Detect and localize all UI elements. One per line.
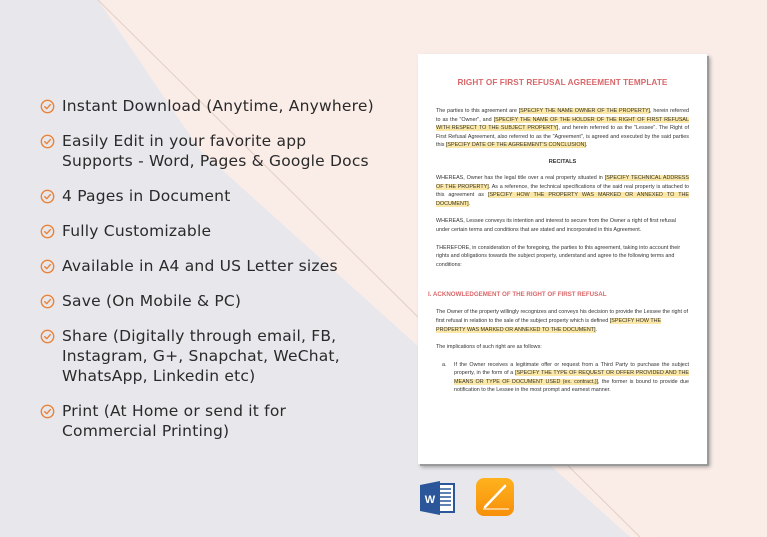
feature-text — [62, 256, 338, 276]
feature-text — [62, 401, 286, 441]
feature-text — [62, 96, 374, 116]
section-1-paragraph: The Owner of the property willingly recognizes and conveys his decision to provide the Lessee the right of first refusal in relation to the sale of the subject property which is defined [SPECIFY HOW THE PROPERTY WAS MARKED OR ANNEXED TO THE DOCUMENT]. — [436, 309, 688, 333]
feature-item — [40, 221, 380, 241]
feature-item — [40, 326, 380, 386]
whereas-paragraph-2: WHEREAS, Lessee conveys its intention and interest to secure from the Owner a right of first refusal under certain terms and conditions that are stated and incorporated in this Agreement. — [436, 218, 676, 233]
supported-apps — [418, 478, 514, 518]
check-circle-icon — [40, 329, 55, 344]
placeholder-highlight: [SPECIFY HOW THE PROPERTY WAS MARKED OR ANNEXED TO THE DOCUMENT] — [436, 192, 689, 207]
check-circle-icon — [40, 99, 55, 114]
feature-line: Supports - Word, Pages & Google Docs — [62, 152, 369, 170]
recitals-heading: RECITALS — [548, 158, 577, 165]
document-title: RIGHT OF FIRST REFUSAL AGREEMENT TEMPLATE — [457, 78, 668, 87]
word-icon — [418, 478, 458, 518]
check-circle-icon — [40, 259, 55, 274]
feature-line: Instant Download (Anytime, Anywhere) — [62, 97, 374, 115]
feature-line: Instagram, G+, Snapchat, WeChat, — [62, 347, 340, 365]
feature-item — [40, 401, 380, 441]
placeholder-highlight: [SPECIFY THE NAME OWNER OF THE PROPERTY] — [518, 108, 651, 114]
feature-line: Fully Customizable — [62, 222, 212, 240]
feature-text — [62, 221, 211, 241]
intro-paragraph: The parties to this agreement are [SPECIFY THE NAME OWNER OF THE PROPERTY], herein referred to as the "Owner", and [SPECIFY THE NAME OF THE HOLDER OF THE RIGHT OF FIRST REFUSAL WITH RESPECT TO THE SUBJECT PROPERTY], and herein referred to as the "Lessee". The Right of First Refusal Agreement, also referred to as the "Agreement", is agreed and executed by the said parties this [SPECIFY DATE OF THE AGREEMENT'S CONCLUSION]. — [436, 108, 690, 149]
feature-item — [40, 131, 380, 171]
feature-line: Print (At Home or send it for — [62, 402, 287, 420]
feature-item — [40, 186, 380, 206]
placeholder-highlight: [SPECIFY THE TYPE OF REQUEST OR OFFER PROVIDED AND THE MEANS OR TYPE OF DOCUMENT USED (ex. contract,)] — [454, 370, 689, 385]
feature-item — [40, 291, 380, 311]
feature-line: 4 Pages in Document — [62, 187, 231, 205]
feature-line: Available in A4 and US Letter sizes — [62, 257, 338, 275]
therefore-paragraph: THEREFORE, in consideration of the foregoing, the parties to this agreement, taking into account their rights and obligations towards the subject property, understand and agree to the following terms and conditions: — [436, 244, 681, 268]
feature-text — [62, 131, 369, 171]
list-marker: a. — [442, 361, 447, 368]
feature-line: Share (Digitally through email, FB, — [62, 327, 337, 345]
check-circle-icon — [40, 189, 55, 204]
whereas-paragraph-1: WHEREAS, Owner has the legal title over a real property situated in [SPECIFY TECHNICAL ADDRESS OF THE PROPERTY]. As a reference, the technical specifications of the said real property is attached to this agreement as [SPECIFY HOW THE PROPERTY WAS MARKED OR ANNEXED TO THE DOCUMENT]. — [436, 174, 689, 207]
list-item-a — [436, 361, 689, 395]
feature-line: Easily Edit in your favorite app — [62, 132, 307, 150]
svg-text:W: W — [424, 494, 436, 506]
placeholder-highlight: [SPECIFY TECHNICAL ADDRESS OF THE PROPERTY] — [436, 174, 689, 190]
placeholder-highlight: [SPECIFY THE NAME OF THE HOLDER OF THE RIGHT OF FIRST REFUSAL WITH RESPECT TO THE SUBJECT PROPERTY] — [436, 116, 690, 132]
feature-line: Save (On Mobile & PC) — [62, 292, 242, 310]
list-item-body: If the Owner receives a legitimate offer or request from a Third Party to purchase the subject property, in the form of a [SPECIFY THE TYPE OF REQUEST OR OFFER PROVIDED AND THE MEANS OR TYPE OF DOCUMENT USED (ex. contract,)], the former is bound to provide due notification to the Lessee in the most prompt and earnest manner. — [454, 361, 690, 394]
feature-line: Commercial Printing) — [62, 422, 230, 440]
placeholder-highlight: [SPECIFY HOW THE PROPERTY WAS MARKED OR ANNEXED TO THE DOCUMENT] — [436, 317, 662, 333]
check-circle-icon — [40, 294, 55, 309]
feature-text — [62, 326, 340, 386]
feature-item — [40, 96, 380, 116]
check-circle-icon — [40, 224, 55, 239]
feature-line: WhatsApp, Linkedin etc) — [62, 367, 256, 385]
feature-text — [62, 186, 230, 206]
check-circle-icon — [40, 134, 55, 149]
document-preview — [418, 54, 707, 464]
implications-paragraph: The implications of such right are as follows: — [436, 344, 542, 351]
pages-icon — [476, 478, 514, 516]
feature-item — [40, 256, 380, 276]
section-1-heading: I. ACKNOWLEDGEMENT OF THE RIGHT OF FIRST REFUSAL — [428, 291, 607, 299]
check-circle-icon — [40, 404, 55, 419]
placeholder-highlight: [SPECIFY DATE OF THE AGREEMENT'S CONCLUSION] — [445, 142, 586, 149]
feature-text — [62, 291, 241, 311]
feature-list — [40, 96, 380, 456]
